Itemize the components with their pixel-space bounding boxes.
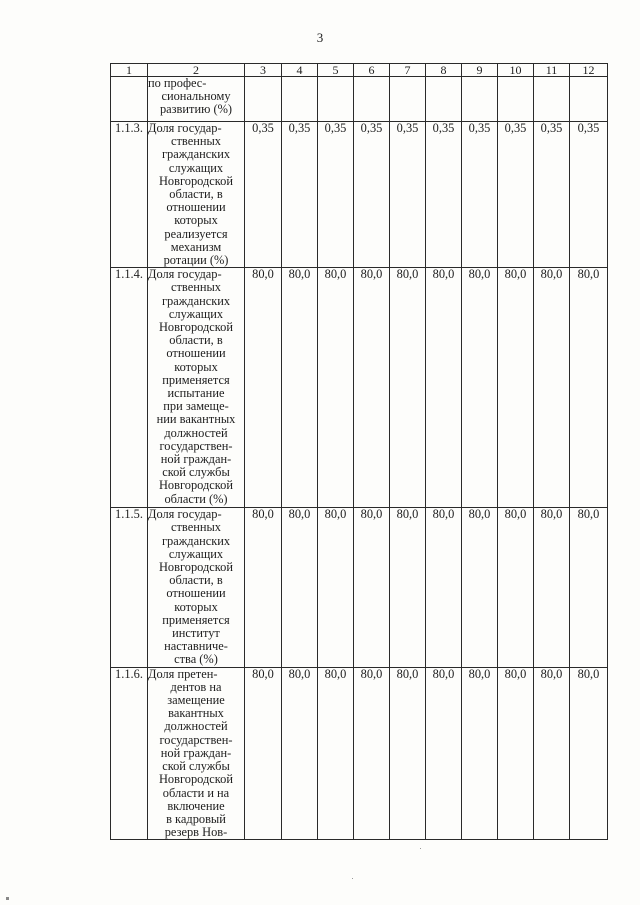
indicator-text-line: Доля государ- [148, 121, 222, 135]
indicator-text-line: отношении [166, 346, 226, 361]
indicator-text-line: гражданских [161, 293, 231, 308]
value-cell: 80,0 [498, 508, 534, 667]
indicator-text-line: дентов на [170, 679, 222, 694]
value-cell: 0,35 [390, 122, 426, 268]
value-cell: 0,35 [570, 122, 608, 268]
value-cell: 80,0 [498, 268, 534, 508]
value-cell: 80,0 [390, 508, 426, 667]
table-row [111, 122, 608, 268]
value-cell: 80,0 [570, 508, 608, 667]
indicator-text-line: служащих [168, 306, 224, 321]
value-cell: 0,35 [354, 122, 390, 268]
value-cell: 80,0 [498, 667, 534, 840]
indicator-text-line: замещение [167, 693, 225, 708]
value-cell [245, 77, 282, 122]
value-cell: 80,0 [426, 667, 462, 840]
value-cell: 80,0 [245, 268, 282, 508]
value-cell: 0,35 [498, 122, 534, 268]
page-number: 3 [316, 30, 324, 45]
value-cell: 80,0 [462, 508, 498, 667]
column-header: 4 [282, 64, 318, 77]
indicator-text-line: применяется [162, 372, 230, 387]
indicator-text-line: нии вакантных [156, 412, 236, 427]
indicator-text-line: которых [174, 213, 218, 228]
value-cell: 80,0 [318, 268, 354, 508]
value-cell [570, 77, 608, 122]
value-cell: 80,0 [462, 268, 498, 508]
value-cell [426, 77, 462, 122]
scan-speck [420, 848, 421, 849]
column-header: 11 [534, 64, 570, 77]
indicator-text-line: Новгородской [158, 173, 234, 188]
value-cell: 80,0 [282, 667, 318, 840]
value-cell: 80,0 [534, 667, 570, 840]
value-cell: 80,0 [282, 268, 318, 508]
column-header: 8 [426, 64, 462, 77]
value-cell: 0,35 [426, 122, 462, 268]
indicator-text-line: по профес- [148, 76, 207, 90]
row-id: 1.1.3. [111, 122, 148, 268]
indicator-cell [148, 268, 245, 508]
indicator-text-line: вакантных [168, 706, 224, 721]
value-cell: 0,35 [318, 122, 354, 268]
indicator-text-line: Доля государ- [148, 507, 222, 522]
indicator-cell [148, 77, 245, 122]
indicator-text-line: гражданских [161, 147, 231, 162]
value-cell: 0,35 [245, 122, 282, 268]
value-cell: 80,0 [282, 508, 318, 667]
value-cell [282, 77, 318, 122]
indicator-text-line: которых [174, 359, 218, 374]
indicator-text-line: ной граждан- [160, 452, 232, 467]
indicator-cell [148, 508, 245, 667]
indicator-text-line: государствен- [159, 732, 233, 747]
value-cell [462, 77, 498, 122]
column-header: 1 [111, 64, 148, 77]
column-header: 2 [148, 64, 245, 77]
indicator-text-line: ственных [171, 520, 221, 535]
column-header: 9 [462, 64, 498, 77]
table-row [111, 77, 608, 122]
column-header: 6 [354, 64, 390, 77]
indicator-text-line: наставниче- [164, 639, 228, 654]
indicator-text-line: области (%) [164, 491, 228, 506]
value-cell: 80,0 [245, 667, 282, 840]
indicator-text-line: при замеще- [163, 399, 229, 414]
row-id: 1.1.5. [111, 508, 148, 667]
row-id: 1.1.6. [111, 667, 148, 840]
indicator-text-line: которых [174, 599, 218, 614]
value-cell: 80,0 [318, 508, 354, 667]
indicator-text-line: Новгородской [158, 320, 234, 335]
column-header: 3 [245, 64, 282, 77]
value-cell [390, 77, 426, 122]
indicator-text-line: в кадровый [166, 811, 226, 826]
indicators-table [110, 63, 608, 840]
indicator-text-line: служащих [168, 160, 224, 175]
indicator-text-line: развитию (%) [159, 102, 233, 117]
value-cell: 0,35 [462, 122, 498, 268]
indicator-text-line: применяется [162, 612, 230, 627]
value-cell: 0,35 [282, 122, 318, 268]
value-cell: 80,0 [462, 667, 498, 840]
value-cell: 80,0 [534, 508, 570, 667]
indicator-text-line: Новгородской [158, 560, 234, 575]
value-cell [534, 77, 570, 122]
table-row [111, 667, 608, 840]
column-header: 12 [570, 64, 608, 77]
row-id [111, 77, 148, 122]
value-cell: 80,0 [570, 268, 608, 508]
value-cell: 80,0 [354, 508, 390, 667]
value-cell: 80,0 [354, 268, 390, 508]
scan-mark [6, 897, 9, 900]
scan-speck [352, 878, 353, 879]
indicator-text-line: резерв Нов- [164, 825, 228, 840]
indicator-text-line: институт [172, 626, 220, 641]
indicator-cell [148, 122, 245, 268]
indicator-text-line: ства (%) [174, 652, 218, 667]
value-cell: 80,0 [318, 667, 354, 840]
indicator-text-line: гражданских [161, 533, 231, 548]
indicator-text-line: области, в [169, 187, 223, 202]
indicator-text-line: ственных [171, 280, 221, 295]
indicator-text-line: ской службы [162, 759, 230, 774]
indicator-text-line: испытание [167, 386, 225, 401]
indicator-text-line: ской службы [162, 465, 230, 480]
column-header: 10 [498, 64, 534, 77]
value-cell: 80,0 [534, 268, 570, 508]
value-cell [354, 77, 390, 122]
value-cell: 80,0 [354, 667, 390, 840]
indicator-text-line: должностей [164, 425, 228, 440]
indicator-text-line: служащих [168, 546, 224, 561]
column-header: 7 [390, 64, 426, 77]
value-cell [498, 77, 534, 122]
indicator-text-line: области, в [169, 333, 223, 348]
indicator-text-line: ротации (%) [163, 253, 229, 268]
value-cell: 80,0 [426, 508, 462, 667]
indicator-text-line: должностей [164, 719, 228, 734]
table-header-row [111, 64, 608, 77]
value-cell: 80,0 [245, 508, 282, 667]
value-cell: 80,0 [570, 667, 608, 840]
indicator-cell [148, 667, 245, 840]
column-header: 5 [318, 64, 354, 77]
indicator-text-line: отношении [166, 200, 226, 215]
value-cell: 0,35 [534, 122, 570, 268]
value-cell: 80,0 [390, 667, 426, 840]
value-cell: 80,0 [426, 268, 462, 508]
indicator-text-line: Доля претен- [148, 666, 218, 681]
indicator-text-line: механизм [170, 239, 222, 254]
indicator-text-line: области и на [162, 785, 230, 800]
indicator-text-line: Новгородской [158, 478, 234, 493]
value-cell: 80,0 [390, 268, 426, 508]
indicator-text-line: государствен- [159, 438, 233, 453]
indicator-text-line: Новгородской [158, 772, 234, 787]
indicator-text-line: ственных [171, 134, 221, 149]
table-row [111, 508, 608, 667]
indicator-text-line: Доля государ- [148, 267, 222, 282]
indicator-text-line: включение [167, 798, 225, 813]
indicator-text-line: отношении [166, 586, 226, 601]
value-cell [318, 77, 354, 122]
table-row [111, 268, 608, 508]
indicator-text-line: ной граждан- [160, 745, 232, 760]
indicator-text-line: области, в [169, 573, 223, 588]
row-id: 1.1.4. [111, 268, 148, 508]
indicator-text-line: реализуется [164, 226, 228, 241]
indicator-text-line: сиональному [161, 89, 231, 104]
